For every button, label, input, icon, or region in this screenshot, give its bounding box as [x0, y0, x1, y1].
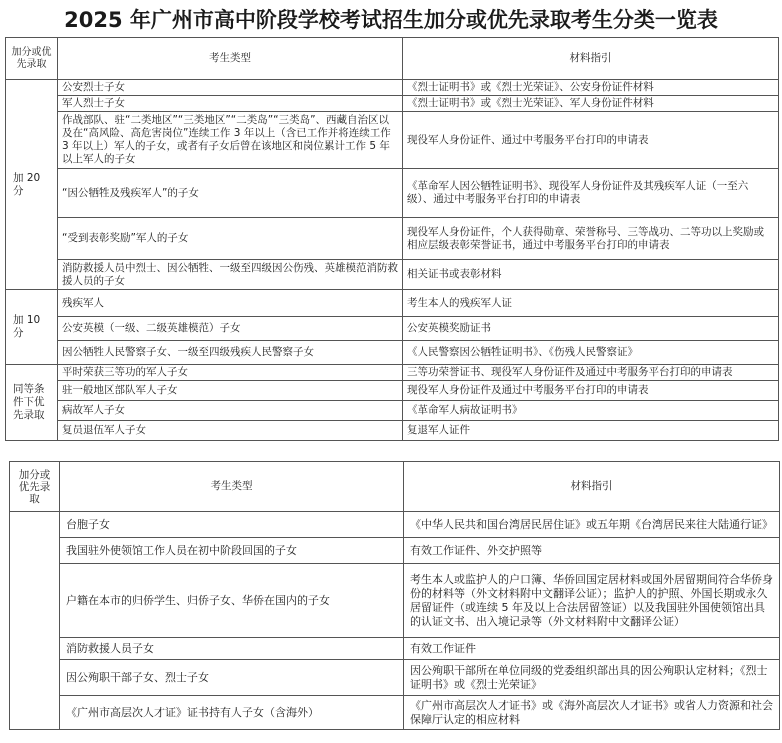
student-type: “受到表彰奖励”军人的子女: [58, 218, 403, 260]
header-category: 加分或优先录取: [10, 462, 60, 512]
student-type: 消防救援人员中烈士、因公牺牲、一级至四级因公伤残、英雄模范消防救援人员的子女: [58, 260, 403, 290]
table-row: [6, 317, 779, 341]
table-row: [6, 421, 779, 441]
material-guide: 《革命军人因公牺牲证明书》、现役军人身份证件及其残疾军人证（一至六级）、通过中考服务平台打印的申请表: [403, 169, 779, 218]
material-guide: 现役军人身份证件，个人获得勋章、荣誉称号、三等战功、二等功以上奖励或相应层级表彰荣誉证书，通过中考服务平台打印的申请表: [403, 218, 779, 260]
table-row: [6, 169, 779, 218]
page-title: 2025 年广州市高中阶段学校考试招生加分或优先录取考生分类一览表: [64, 8, 718, 32]
material-guide: 《广州市高层次人才证书》或《海外高层次人才证书》或省人力资源和社会保障厅认定的相应材料: [404, 696, 780, 730]
table-row: [6, 290, 779, 317]
student-type: 驻一般地区部队军人子女: [58, 381, 403, 401]
header-material-guide: 材料指引: [404, 462, 780, 512]
category-plus-20: 加 20 分: [6, 80, 58, 290]
student-type: 《广州市高层次人才证》证书持有人子女（含海外）: [60, 696, 404, 730]
bonus-table-primary: [5, 37, 779, 441]
material-guide: 有效工作证件: [404, 638, 780, 660]
table-row: [6, 341, 779, 365]
student-type: 作战部队、驻“二类地区”“三类地区”“二类岛”“三类岛”、西藏自治区以及在“高风险、高危害岗位”连续工作 3 年以上（含已工作并将连续工作 3 年以上）军人的子女，或者有子女后曾在该地区和岗位累计工作 5 年以上军人的子女: [58, 112, 403, 169]
student-type: 因公殉职干部子女、烈士子女: [60, 660, 404, 696]
material-guide: 三等功荣誉证书、现役军人身份证件及通过中考服务平台打印的申请表: [403, 365, 779, 381]
material-guide: 现役军人身份证件、通过中考服务平台打印的申请表: [403, 112, 779, 169]
table-row: [6, 80, 779, 96]
table-row: [6, 381, 779, 401]
student-type: 平时荣获三等功的军人子女: [58, 365, 403, 381]
header-category: 加分或优先录取: [6, 38, 58, 80]
material-guide: 因公殉职干部所在单位同级的党委组织部出具的因公殉职认定材料；《烈士证明书》或《烈士光荣证》: [404, 660, 780, 696]
material-guide: 《革命军人病故证明书》: [403, 401, 779, 421]
table-row: [6, 401, 779, 421]
student-type: 公安烈士子女: [58, 80, 403, 96]
material-guide: 考生本人的残疾军人证: [403, 290, 779, 317]
table-row: [10, 512, 780, 538]
student-type: 残疾军人: [58, 290, 403, 317]
student-type: 公安英模（一级、二级英雄模范）子女: [58, 317, 403, 341]
material-guide: 相关证书或表彰材料: [403, 260, 779, 290]
material-guide: 《烈士证明书》或《烈士光荣证》、公安身份证件材料: [403, 80, 779, 96]
category-cell-empty: [10, 512, 60, 730]
category-priority-admission: 同等条件下优先录取: [6, 365, 58, 441]
student-type: 消防救援人员子女: [60, 638, 404, 660]
table-row: [10, 660, 780, 696]
material-guide: 公安英模奖励证书: [403, 317, 779, 341]
table-row: [6, 96, 779, 112]
student-type: 户籍在本市的归侨学生、归侨子女、华侨在国内的子女: [60, 564, 404, 638]
header-student-type: 考生类型: [60, 462, 404, 512]
category-plus-10: 加 10 分: [6, 290, 58, 365]
material-guide: 《中华人民共和国台湾居民居住证》或五年期《台湾居民来往大陆通行证》: [404, 512, 780, 538]
table-row: [10, 538, 780, 564]
header-material-guide: 材料指引: [403, 38, 779, 80]
material-guide: 有效工作证件、外交护照等: [404, 538, 780, 564]
material-guide: 《人民警察因公牺牲证明书》、《伤残人民警察证》: [403, 341, 779, 365]
table-row: [6, 112, 779, 169]
student-type: 因公牺牲人民警察子女、一级至四级残疾人民警察子女: [58, 341, 403, 365]
bonus-table-secondary: [9, 461, 780, 730]
student-type: 病故军人子女: [58, 401, 403, 421]
table-row: [10, 564, 780, 638]
material-guide: 复退军人证件: [403, 421, 779, 441]
student-type: 军人烈士子女: [58, 96, 403, 112]
material-guide: 现役军人身份证件及通过中考服务平台打印的申请表: [403, 381, 779, 401]
table-row: [6, 365, 779, 381]
material-guide: 《烈士证明书》或《烈士光荣证》、军人身份证件材料: [403, 96, 779, 112]
student-type: 复员退伍军人子女: [58, 421, 403, 441]
student-type: 台胞子女: [60, 512, 404, 538]
material-guide: 考生本人或监护人的户口簿、华侨回国定居材料或国外居留期间符合华侨身份的材料等（外文材料附中文翻译公证）；监护人的护照、外国长期或永久居留证件（或连续 5 年及以上合法居留签证）以及我国驻外国使领馆出具的认证文书、出入境记录等（外文材料附中文翻译公证）: [404, 564, 780, 638]
table-row: [10, 696, 780, 730]
student-type: “因公牺牲及残疾军人”的子女: [58, 169, 403, 218]
table-row: [10, 638, 780, 660]
table-row: [6, 260, 779, 290]
table-row: [6, 218, 779, 260]
student-type: 我国驻外使领馆工作人员在初中阶段回国的子女: [60, 538, 404, 564]
header-student-type: 考生类型: [58, 38, 403, 80]
